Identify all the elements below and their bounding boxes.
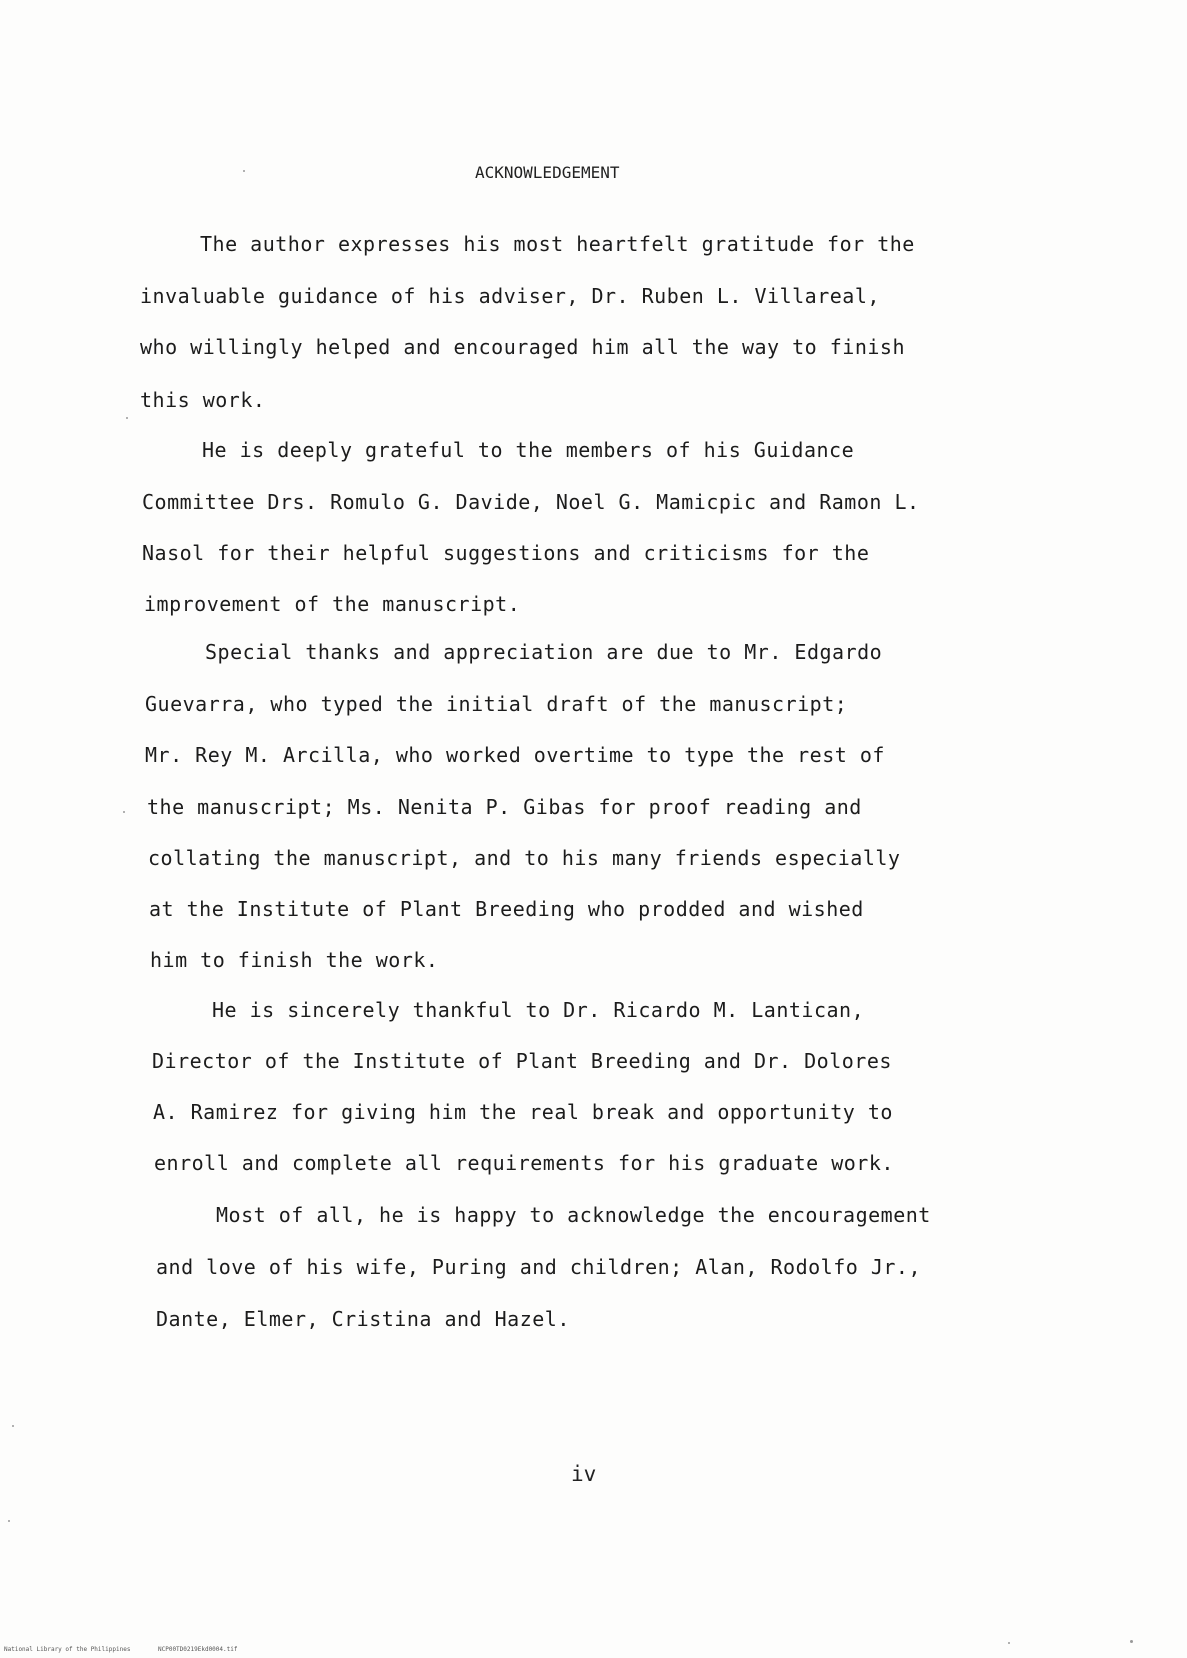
paragraph-3-line-4: the manuscript; Ms. Nenita P. Gibas for proof reading and xyxy=(147,795,862,819)
paragraph-3-line-2: Guevarra, who typed the initial draft of the manuscript; xyxy=(145,692,848,716)
paragraph-3-line-3: Mr. Rey M. Arcilla, who worked overtime to type the rest of xyxy=(145,743,885,767)
scan-speckle xyxy=(243,170,245,172)
paragraph-3-line-5: collating the manuscript, and to his many friends especially xyxy=(148,846,901,870)
paragraph-2-line-3: Nasol for their helpful suggestions and criticisms for the xyxy=(142,541,870,565)
page-heading: ACKNOWLEDGEMENT xyxy=(475,163,620,182)
paragraph-1-line-1: The author expresses his most heartfelt gratitude for the xyxy=(200,232,915,256)
scan-speckle xyxy=(1008,1642,1010,1644)
paragraph-5-line-2: and love of his wife, Puring and children; Alan, Rodolfo Jr., xyxy=(156,1255,922,1279)
paragraph-2-line-4: improvement of the manuscript. xyxy=(144,592,521,616)
scan-speckle xyxy=(12,1425,14,1427)
scan-speckle xyxy=(126,417,128,419)
footer-credit: National Library of the Philippines xyxy=(4,1646,131,1653)
paragraph-5-line-3: Dante, Elmer, Cristina and Hazel. xyxy=(156,1307,570,1331)
paragraph-5-line-1: Most of all, he is happy to acknowledge the encouragement xyxy=(216,1203,931,1227)
paragraph-4-line-1: He is sincerely thankful to Dr. Ricardo M. Lantican, xyxy=(212,998,865,1022)
paragraph-4-line-3: A. Ramirez for giving him the real break and opportunity to xyxy=(153,1100,893,1124)
paragraph-4-line-2: Director of the Institute of Plant Breeding and Dr. Dolores xyxy=(152,1049,892,1073)
page-number: iv xyxy=(571,1462,597,1486)
paragraph-1-line-3: who willingly helped and encouraged him all the way to finish xyxy=(140,335,906,359)
paragraph-2-line-1: He is deeply grateful to the members of his Guidance xyxy=(202,438,855,462)
paragraph-1-line-4: this work. xyxy=(140,388,266,412)
paragraph-1-line-2: invaluable guidance of his adviser, Dr. Ruben L. Villareal, xyxy=(140,284,880,308)
paragraph-3-line-1: Special thanks and appreciation are due to Mr. Edgardo xyxy=(205,640,883,664)
scan-speckle xyxy=(8,1520,10,1522)
scan-speckle xyxy=(1130,1640,1133,1643)
paragraph-4-line-4: enroll and complete all requirements for his graduate work. xyxy=(154,1151,894,1175)
paragraph-3-line-7: him to finish the work. xyxy=(150,948,439,972)
paragraph-2-line-2: Committee Drs. Romulo G. Davide, Noel G. Mamicpic and Ramon L. xyxy=(142,490,920,514)
paragraph-3-line-6: at the Institute of Plant Breeding who prodded and wished xyxy=(149,897,864,921)
footer-file-name: NCP00TD0219Ekd0004.tif xyxy=(158,1646,238,1653)
scan-speckle xyxy=(123,811,125,813)
